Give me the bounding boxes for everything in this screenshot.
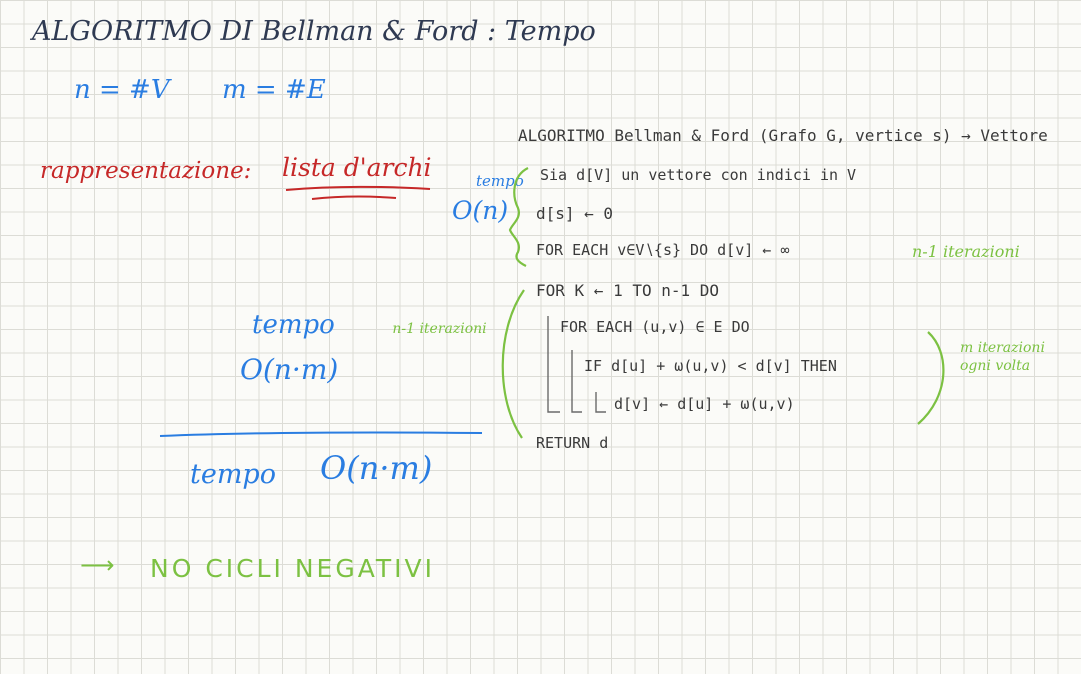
block-line-2 bbox=[572, 350, 582, 412]
algorithm-return: RETURN d bbox=[536, 434, 609, 452]
representation-value: lista d'archi bbox=[282, 153, 432, 182]
left-time-label: tempo bbox=[252, 310, 335, 340]
init-time-label: tempo bbox=[476, 172, 524, 190]
note-arrow-icon: ⟶ bbox=[80, 551, 115, 579]
block-line-1 bbox=[548, 316, 560, 412]
algorithm-line-7: d[v] ← d[u] + ω(u,v) bbox=[614, 395, 795, 413]
representation-label: rappresentazione: bbox=[40, 158, 252, 184]
negative-cycles-note: NO CICLI NEGATIVI bbox=[150, 554, 436, 583]
left-time-complexity: O(n·m) bbox=[240, 353, 339, 386]
representation-underline bbox=[286, 187, 430, 190]
inner-parenthesis bbox=[918, 332, 943, 424]
algorithm-line-4: FOR K ← 1 TO n-1 DO bbox=[536, 281, 720, 300]
algorithm-line-1: Sia d[V] un vettore con indici in V bbox=[540, 166, 857, 184]
left-iterations-note: n-1 iterazioni bbox=[392, 321, 487, 337]
representation-underline-2 bbox=[312, 197, 396, 199]
block-line-3 bbox=[596, 392, 606, 412]
definition-m: m = #E bbox=[222, 75, 326, 105]
algorithm-line-3: FOR EACH v∈V∖{s} DO d[v] ← ∞ bbox=[536, 241, 790, 259]
algorithm-line-5: FOR EACH (u,v) ∈ E DO bbox=[560, 318, 750, 336]
algorithm-line-6: IF d[u] + ω(u,v) < d[v] THEN bbox=[584, 357, 837, 375]
definition-n: n = #V bbox=[74, 75, 170, 105]
total-time-label: tempo bbox=[190, 459, 276, 490]
init-time-complexity: O(n) bbox=[452, 196, 509, 225]
loop-parenthesis bbox=[503, 290, 524, 438]
algorithm-line-2: d[s] ← 0 bbox=[536, 204, 614, 223]
page-title: ALGORITMO DI Bellman & Ford : Tempo bbox=[32, 16, 596, 47]
inner-iterations-note: m iterazioni ogni volta bbox=[960, 340, 1045, 374]
init-iterations-note: n-1 iterazioni bbox=[912, 242, 1020, 261]
algorithm-header: ALGORITMO Bellman & Ford (Grafo G, vertice s) → Vettore bbox=[518, 126, 1048, 145]
separator-line bbox=[160, 432, 482, 436]
total-time-complexity: O(n·m) bbox=[320, 449, 433, 487]
